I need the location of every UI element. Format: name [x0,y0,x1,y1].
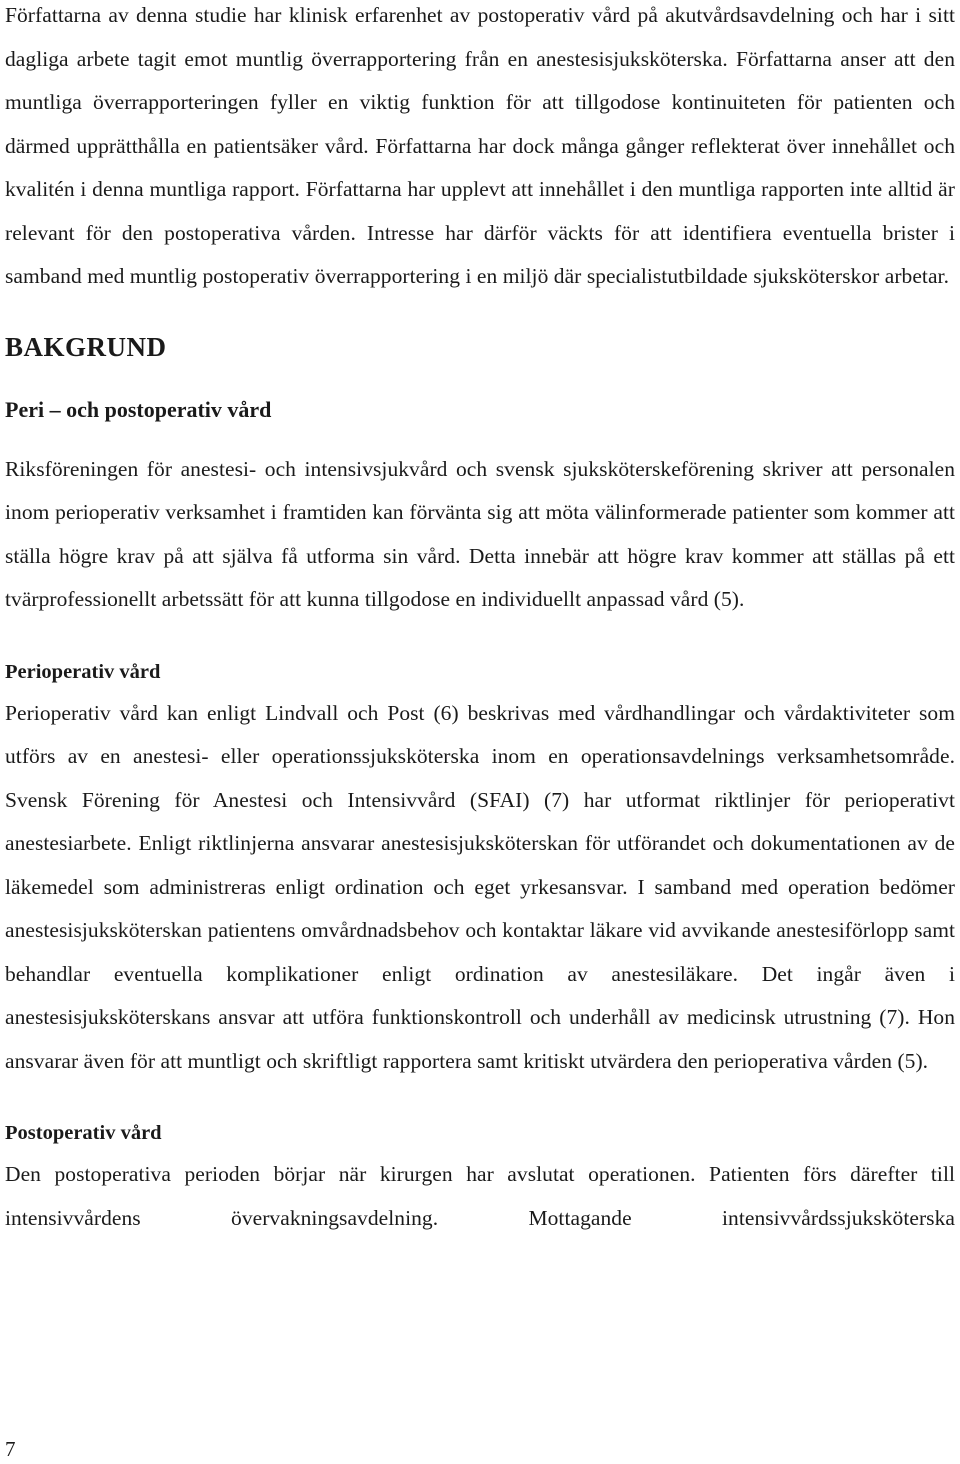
document-page [5,0,955,1240]
section-heading-bakgrund: BAKGRUND [5,331,167,362]
peri-postoperativ-paragraph: Riksföreningen för anestesi- och intensivsjukvård och svensk sjuksköterskeförening skriver att personalen inom perioperativ verksamhet i framtiden kan förvänta sig att möta välinformerade patienter som kommer att ställa högre krav på att själva få utforma sin vård. Detta innebär att högre krav kommer att ställas på ett tvärprofessionellt arbetssätt för att kunna tillgodose en individuellt anpassad vård (5). [5,456,955,611]
subsection-heading-peri-postoperativ: Peri – och postoperativ vård [5,396,272,422]
subheading-postoperativ-vard: Postoperativ vård [5,1122,162,1144]
postoperativ-paragraph: Den postoperativa perioden börjar när kirurgen har avslutat operationen. Patienten förs därefter till intensivvårdens övervakningsavdelning. Mottagande intensivvårdssjuksköterska [5,1162,955,1230]
intro-paragraph: Författarna av denna studie har klinisk erfarenhet av postoperativ vård på akutvårdsavdelning och har i sitt dagliga arbete tagit emot muntlig överrapportering från en anestesisjuksköterska. Författarna anser att den muntliga överrapporteringen fyller en viktig funktion för att tillgodose kontinuiteten för patienten och därmed upprätthålla en patientsäker vård. Författarna har dock många gånger reflekterat över innehållet och kvalitén i denna muntliga rapport. Författarna har upplevt att innehållet i den muntliga rapporten inte alltid är relevant för den postoperativa vården. Intresse har därför väckts för att identifiera eventuella brister i samband med muntlig postoperativ överrapportering i en miljö där specialistutbildade sjuksköterskor arbetar. [5,3,955,288]
page-number: 7 [5,1437,16,1461]
subheading-perioperativ-vard: Perioperativ vård [5,660,161,683]
perioperativ-paragraph: Perioperativ vård kan enligt Lindvall och Post (6) beskrivas med vårdhandlingar och vårdaktiviteter som utförs av en anestesi- eller operationssjuksköterska inom en operationsavdelnings verksamhetsområde. Svensk Förening för Anestesi och Intensivvård (SFAI) (7) har utformat riktlinjer för perioperativt anestesiarbete. Enligt riktlinjerna ansvarar anestesisjuksköterskan för utförandet och dokumentationen av de läkemedel som administreras enligt ordination och eget yrkesansvar. I samband med operation bedömer anestesisjuksköterskan patientens omvårdnadsbehov och kontaktar läkare vid avvikande anestesiförlopp samt behandlar eventuella komplikationer enligt ordination av anestesiläkare. Det ingår även i anestesisjuksköterskans ansvar att utföra funktionskontroll och underhåll av medicinsk utrustning (7). Hon ansvarar även för att muntligt och skriftligt rapportera samt kritiskt utvärdera den perioperativa vården (5). [5,700,955,1073]
